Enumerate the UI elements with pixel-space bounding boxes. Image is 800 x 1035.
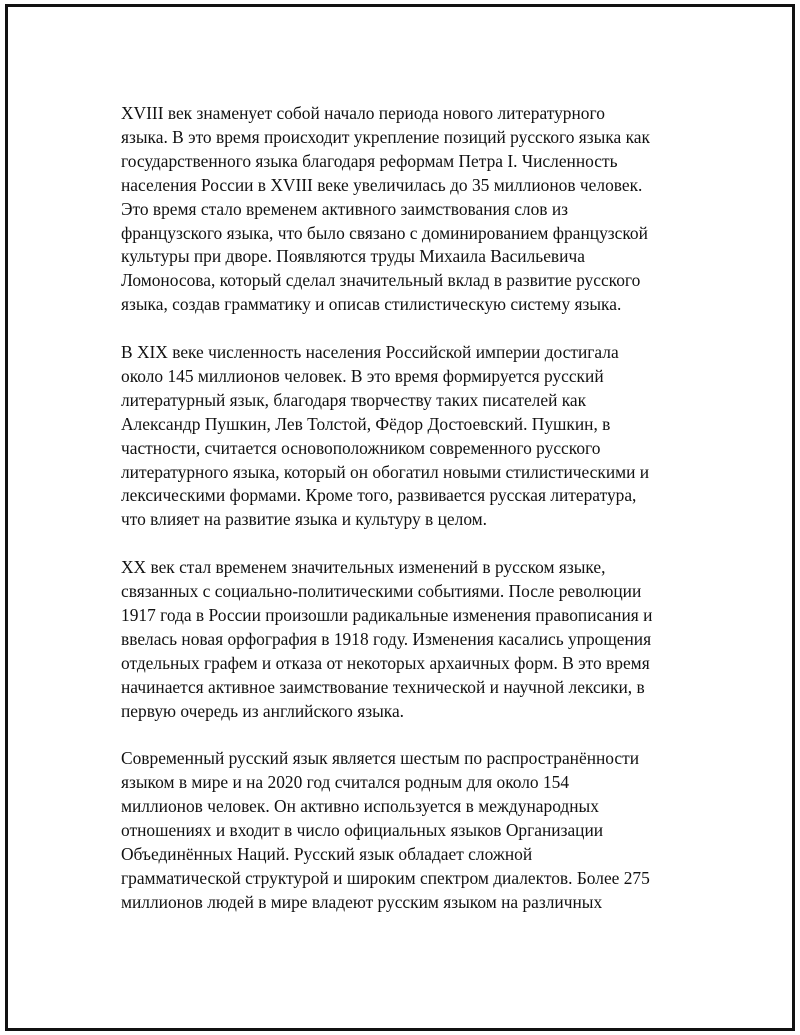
text-line: языка. В это время происходит укрепление позиций русского языка как <box>121 126 650 147</box>
text-line: языком в мире и на 2020 год считался родным для около 154 <box>121 772 570 793</box>
text-line: населения России в XVIII веке увеличилась до 35 миллионов человек. <box>121 174 643 195</box>
paragraph-4 <box>121 747 701 914</box>
text-line: отношениях и входит в число официальных языков Организации <box>121 820 604 841</box>
document-body <box>121 102 701 939</box>
paragraph-2 <box>121 341 701 532</box>
text-line: лексическими формами. Кроме того, развивается русская литература, <box>121 485 637 506</box>
text-line: отдельных графем и отказа от некоторых архаичных форм. В это время <box>121 652 650 673</box>
text-line: связанных с социально-политическими событиями. После революции <box>121 581 642 602</box>
text-line: литературного языка, который он обогатил новыми стилистическими и <box>121 461 650 482</box>
text-line: миллионов людей в мире владеют русским языком на различных <box>121 891 603 912</box>
text-line: первую очередь из английского языка. <box>121 700 405 721</box>
text-line: начинается активное заимствование технической и научной лексики, в <box>121 676 645 697</box>
text-line: Ломоносова, который сделал значительный вклад в развитие русского <box>121 270 641 291</box>
text-line: что влияет на развитие языка и культуру в целом. <box>121 509 488 530</box>
text-line: Это время стало временем активного заимствования слов из <box>121 198 569 219</box>
text-line: государственного языка благодаря реформам Петра I. Численность <box>121 150 618 171</box>
text-line: Александр Пушкин, Лев Толстой, Фёдор Достоевский. Пушкин, в <box>121 413 611 434</box>
text-line: миллионов человек. Он активно используется в международных <box>121 796 599 817</box>
text-line: 1917 года в России произошли радикальные изменения правописания и <box>121 605 653 625</box>
text-line: около 145 миллионов человек. В это время формируется русский <box>121 365 604 386</box>
text-line: Объединённых Наций. Русский язык обладает сложной <box>121 844 533 865</box>
text-line: грамматической структурой и широким спектром диалектов. Более 275 <box>121 867 650 888</box>
paragraph-1 <box>121 102 701 317</box>
paragraph-3 <box>121 556 701 723</box>
text-line: культуры при дворе. Появляются труды Михаила Васильевича <box>121 246 585 267</box>
text-line: XX век стал временем значительных изменений в русском языке, <box>121 557 606 578</box>
text-line: французского языка, что было связано с доминированием французской <box>121 222 648 243</box>
text-line: В XIX веке численность населения Российской империи достигала <box>121 342 619 363</box>
text-line: частности, считается основоположником современного русского <box>121 437 601 458</box>
text-line: ввелась новая орфография в 1918 году. Изменения касались упрощения <box>121 628 652 649</box>
page-frame <box>5 4 795 1031</box>
text-line: литературный язык, благодаря творчеству таких писателей как <box>121 389 587 410</box>
text-line: Современный русский язык является шестым по распространённости <box>121 748 640 769</box>
text-line: языка, создав грамматику и описав стилистическую систему языка. <box>121 294 622 315</box>
text-line: XVIII век знаменует собой начало периода нового литературного <box>121 103 605 123</box>
